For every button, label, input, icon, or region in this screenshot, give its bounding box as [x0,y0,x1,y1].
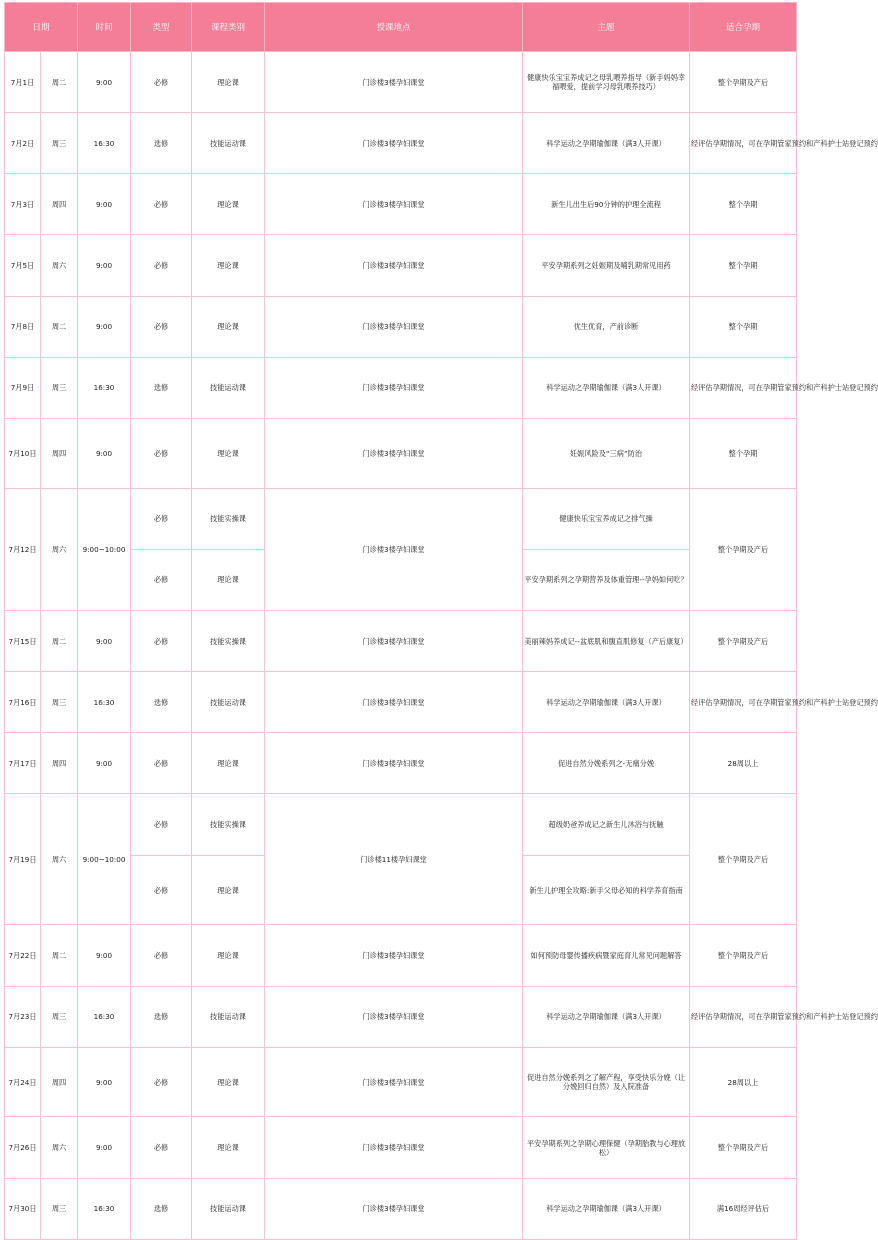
cell-period: 整个孕期及产后 [690,794,797,925]
cell-day: 周四 [41,418,78,488]
cell-period: 整个孕期 [690,174,797,235]
cell-category: 理论课 [192,1117,265,1178]
cell-day: 周三 [41,357,78,418]
table-row [5,418,797,488]
cell-period: 整个孕期及产后 [690,488,797,610]
cell-topic: 科学运动之孕期瑜伽课（满3人开课） [523,1178,690,1239]
cell-time: 9:00~10:00 [78,794,131,925]
cell-location: 门诊楼3楼孕妇课堂 [265,986,523,1047]
cell-topic: 健康快乐宝宝养成记之排气操 [523,488,690,549]
schedule-body [5,52,878,1240]
cell-time: 9:00 [78,418,131,488]
cell-category: 理论课 [192,52,265,113]
cell-topic: 平安孕期系列之妊娠期及哺乳期常见用药 [523,235,690,296]
cell-topic: 科学运动之孕期瑜伽课（满3人开课） [523,672,690,733]
cell-time: 16:30 [78,986,131,1047]
cell-category: 技能实操课 [192,611,265,672]
cell-date: 7月19日 [5,794,41,925]
cell-location: 门诊楼3楼孕妇课堂 [265,733,523,794]
cell-category: 理论课 [192,855,265,925]
table-row [5,1178,797,1239]
cell-type: 必修 [131,174,192,235]
cell-day: 周六 [41,794,78,925]
header-topic: 主题 [523,3,690,52]
cell-period: 整个孕期及产后 [690,925,797,986]
cell-day: 周六 [41,1117,78,1178]
cell-date: 7月23日 [5,986,41,1047]
cell-location: 门诊楼3楼孕妇课堂 [265,1047,523,1117]
cell-type: 必修 [131,296,192,357]
course-schedule [4,2,878,1214]
cell-type: 必修 [131,1117,192,1178]
cell-period: 28周以上 [690,1047,797,1117]
cell-date: 7月2日 [5,113,41,174]
cell-type: 必修 [131,611,192,672]
cell-period: 整个孕期 [690,296,797,357]
cell-date: 7月17日 [5,733,41,794]
cell-location: 门诊楼3楼孕妇课堂 [265,488,523,610]
cell-topic: 平安孕期系列之孕期营养及体重管理--孕妈如何吃？ [523,549,690,610]
cell-location: 门诊楼3楼孕妇课堂 [265,1178,523,1239]
cell-period: 经评估孕期情况，可在孕期管家预约和产科护士站登记预约 [690,986,797,1047]
table-row [5,611,797,672]
cell-time: 9:00 [78,174,131,235]
cell-time: 16:30 [78,672,131,733]
header-date: 日期 [5,3,78,52]
cell-date: 7月16日 [5,672,41,733]
cell-category: 技能实操课 [192,488,265,549]
cell-location: 门诊楼3楼孕妇课堂 [265,611,523,672]
cell-topic: 超级奶爸养成记之新生儿沐浴与抚触 [523,794,690,855]
cell-category: 理论课 [192,418,265,488]
cell-day: 周四 [41,733,78,794]
cell-location: 门诊楼3楼孕妇课堂 [265,672,523,733]
cell-type: 选修 [131,986,192,1047]
cell-day: 周二 [41,925,78,986]
cell-time: 9:00 [78,733,131,794]
cell-type: 选修 [131,1178,192,1239]
cell-topic: 科学运动之孕期瑜伽课（满3人开课） [523,986,690,1047]
cell-location: 门诊楼3楼孕妇课堂 [265,174,523,235]
cell-topic: 科学运动之孕期瑜伽课（满3人开课） [523,357,690,418]
cell-topic: 新生儿护理全攻略:新手父母必知的科学养育指南 [523,855,690,925]
cell-time: 9:00 [78,52,131,113]
cell-category: 技能运动课 [192,357,265,418]
table-row [5,113,797,174]
header-type: 类型 [131,3,192,52]
cell-date: 7月15日 [5,611,41,672]
cell-topic: 新生儿出生后90分钟的护理全流程 [523,174,690,235]
table-row [5,986,797,1047]
table-row [5,296,797,357]
cell-category: 理论课 [192,549,265,610]
cell-date: 7月1日 [5,52,41,113]
cell-time: 9:00 [78,1117,131,1178]
cell-category: 理论课 [192,925,265,986]
cell-type: 必修 [131,855,192,925]
table-row [5,672,797,733]
cell-type: 必修 [131,733,192,794]
cell-location: 门诊楼3楼孕妇课堂 [265,113,523,174]
cell-type: 必修 [131,235,192,296]
cell-location: 门诊楼3楼孕妇课堂 [265,418,523,488]
table-row [5,174,797,235]
cell-type: 必修 [131,1047,192,1117]
cell-time: 9:00 [78,611,131,672]
cell-time: 9:00 [78,296,131,357]
cell-day: 周六 [41,488,78,610]
cell-category: 理论课 [192,733,265,794]
cell-type: 必修 [131,488,192,549]
cell-type: 必修 [131,794,192,855]
table-row [5,235,797,296]
cell-period: 整个孕期及产后 [690,52,797,113]
cell-category: 技能运动课 [192,1178,265,1239]
header-period: 适合孕期 [690,3,797,52]
table-row [5,488,797,549]
cell-time: 16:30 [78,357,131,418]
cell-day: 周四 [41,1047,78,1117]
cell-date: 7月9日 [5,357,41,418]
cell-day: 周六 [41,235,78,296]
cell-period: 满16周经评估后 [690,1178,797,1239]
cell-type: 选修 [131,357,192,418]
cell-date: 7月8日 [5,296,41,357]
cell-period: 经评估孕期情况，可在孕期管家预约和产科护士站登记预约 [690,113,797,174]
cell-type: 必修 [131,549,192,610]
cell-date: 7月22日 [5,925,41,986]
cell-category: 理论课 [192,174,265,235]
cell-type: 必修 [131,925,192,986]
cell-type: 必修 [131,52,192,113]
cell-time: 9:00 [78,235,131,296]
cell-date: 7月24日 [5,1047,41,1117]
table-row [5,1117,797,1178]
cell-period: 28周以上 [690,733,797,794]
schedule-table [4,2,878,1240]
cell-location: 门诊楼11楼孕妇课堂 [265,794,523,925]
cell-date: 7月12日 [5,488,41,610]
cell-topic: 优生优育，产前诊断 [523,296,690,357]
cell-location: 门诊楼3楼孕妇课堂 [265,235,523,296]
cell-time: 9:00 [78,1047,131,1117]
cell-period: 经评估孕期情况，可在孕期管家预约和产科护士站登记预约 [690,357,797,418]
cell-time: 16:30 [78,1178,131,1239]
cell-type: 必修 [131,418,192,488]
table-row [5,733,797,794]
cell-category: 技能运动课 [192,113,265,174]
table-row [5,925,797,986]
cell-location: 门诊楼3楼孕妇课堂 [265,357,523,418]
cell-date: 7月26日 [5,1117,41,1178]
header-location: 授课地点 [265,3,523,52]
header-time: 时间 [78,3,131,52]
cell-day: 周四 [41,174,78,235]
cell-category: 理论课 [192,1047,265,1117]
cell-period: 整个孕期 [690,418,797,488]
cell-day: 周三 [41,1178,78,1239]
cell-day: 周三 [41,113,78,174]
table-row [5,1047,797,1117]
cell-time: 16:30 [78,113,131,174]
cell-topic: 平安孕期系列之孕期心理保健（孕期胎教与心理放松） [523,1117,690,1178]
cell-day: 周二 [41,296,78,357]
cell-topic: 如何预防母婴传播疾病暨家庭育儿常见问题解答 [523,925,690,986]
cell-time: 9:00~10:00 [78,488,131,610]
cell-category: 理论课 [192,235,265,296]
cell-topic: 健康快乐宝宝养成记之母乳喂养指导（新手妈妈幸福喂爱，提前学习母乳喂养技巧） [523,52,690,113]
header-category: 课程类别 [192,3,265,52]
cell-location: 门诊楼3楼孕妇课堂 [265,1117,523,1178]
cell-date: 7月30日 [5,1178,41,1239]
cell-topic: 科学运动之孕期瑜伽课（满3人开课） [523,113,690,174]
cell-date: 7月5日 [5,235,41,296]
table-row [5,794,797,855]
cell-period: 整个孕期及产后 [690,611,797,672]
cell-period: 整个孕期及产后 [690,1117,797,1178]
cell-time: 9:00 [78,925,131,986]
cell-topic: 妊娠风险及“三病”防治 [523,418,690,488]
cell-category: 技能实操课 [192,794,265,855]
cell-topic: 促进自然分娩系列之-无痛分娩 [523,733,690,794]
cell-location: 门诊楼3楼孕妇课堂 [265,296,523,357]
table-row [5,52,797,113]
cell-topic: 美丽辣妈养成记--盆底肌和腹直肌修复（产后康复） [523,611,690,672]
cell-date: 7月10日 [5,418,41,488]
header-row: 日期 时间 类型 课程类别 授课地点 主题 适合孕期 授课老师 [5,3,797,52]
cell-date: 7月3日 [5,174,41,235]
cell-period: 整个孕期 [690,235,797,296]
table-row [5,357,797,418]
cell-day: 周三 [41,672,78,733]
cell-category: 理论课 [192,296,265,357]
cell-type: 选修 [131,113,192,174]
cell-location: 门诊楼3楼孕妇课堂 [265,52,523,113]
cell-period: 经评估孕期情况，可在孕期管家预约和产科护士站登记预约 [690,672,797,733]
cell-type: 选修 [131,672,192,733]
cell-topic: 促进自然分娩系列之了解产程，享受快乐分娩（让分娩回归自然）及入院准备 [523,1047,690,1117]
cell-day: 周二 [41,611,78,672]
cell-location: 门诊楼3楼孕妇课堂 [265,925,523,986]
cell-category: 技能运动课 [192,986,265,1047]
cell-day: 周三 [41,986,78,1047]
cell-day: 周二 [41,52,78,113]
cell-category: 技能运动课 [192,672,265,733]
